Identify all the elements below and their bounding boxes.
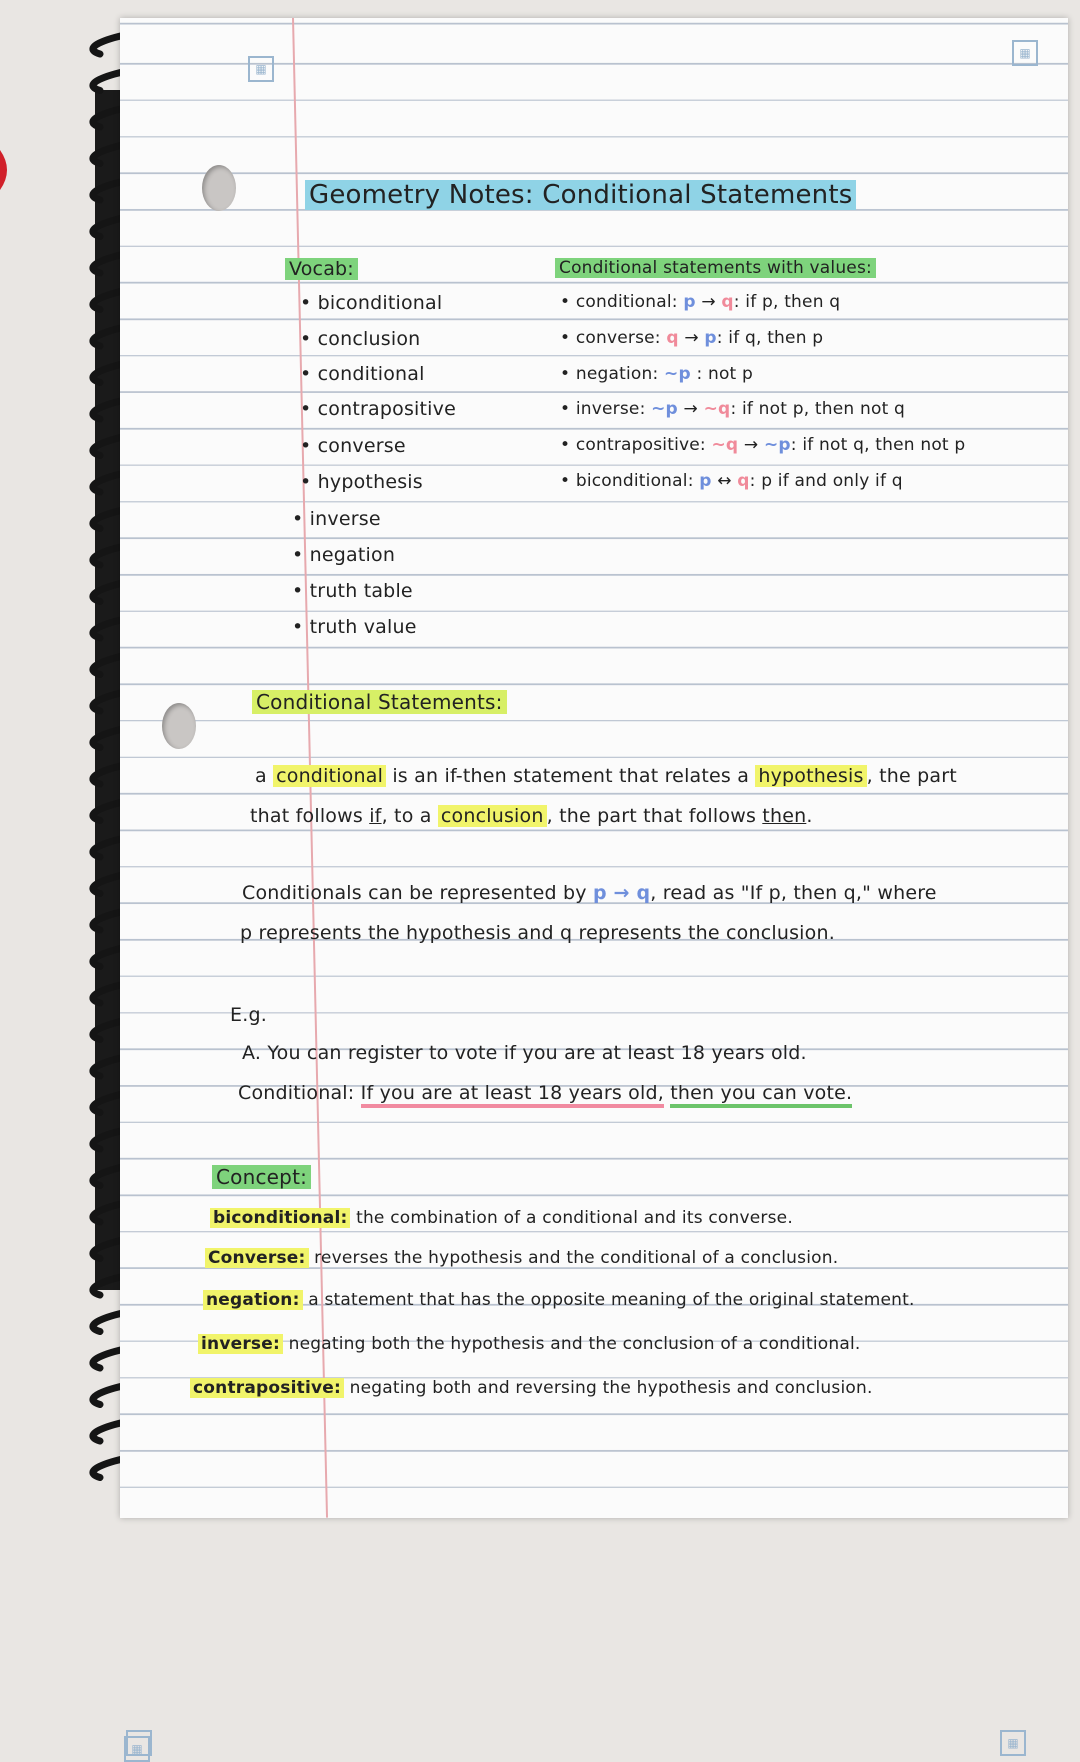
conditional-statements-heading: Conditional Statements: bbox=[252, 690, 507, 714]
values-item: • biconditional: p ↔ q: p if and only if q bbox=[560, 471, 903, 491]
vocab-heading: Vocab: bbox=[285, 258, 358, 280]
notebook-logo-icon: ▦ bbox=[248, 56, 274, 82]
notebook-logo-icon: ▦ bbox=[1012, 40, 1038, 66]
vocab-item: • conclusion bbox=[300, 328, 421, 350]
values-item: • contrapositive: ~q → ~p: if not q, then not p bbox=[560, 435, 966, 455]
vocab-item: • hypothesis bbox=[300, 471, 423, 493]
values-item: • conditional: p → q: if p, then q bbox=[560, 292, 841, 312]
vocab-item: • conditional bbox=[300, 363, 425, 385]
vocab-item: • truth table bbox=[292, 580, 413, 602]
definition-line-2: that follows if, to a conclusion , the part that follows then. bbox=[250, 805, 813, 827]
concept-item: contrapositive: negating both and reversing the hypothesis and conclusion. bbox=[190, 1378, 873, 1398]
concept-item: Converse: reverses the hypothesis and the conditional of a conclusion. bbox=[205, 1248, 838, 1268]
values-item: • inverse: ~p → ~q: if not p, then not q bbox=[560, 399, 906, 419]
vocab-item: • truth value bbox=[292, 616, 417, 638]
values-item: • converse: q → p: if q, then p bbox=[560, 328, 824, 348]
representation-line-2: p represents the hypothesis and q represents the conclusion. bbox=[240, 922, 835, 944]
example-conditional: Conditional: If you are at least 18 years old, then you can vote. bbox=[238, 1082, 852, 1104]
concept-item: negation: a statement that has the opposite meaning of the original statement. bbox=[203, 1290, 915, 1310]
definition-line-1: a conditional is an if-then statement that relates a hypothesis , the part bbox=[255, 765, 957, 787]
values-item: • negation: ~p : not p bbox=[560, 364, 754, 384]
concept-item: biconditional: the combination of a conditional and its converse. bbox=[210, 1208, 793, 1228]
punch-hole bbox=[162, 703, 196, 749]
vocab-item: • converse bbox=[300, 435, 406, 457]
vocab-item: • contrapositive bbox=[300, 398, 456, 420]
concept-heading: Concept: bbox=[212, 1165, 311, 1189]
vocab-item: • negation bbox=[292, 544, 396, 566]
notebook-logo-icon: ▦ bbox=[1000, 1730, 1026, 1756]
punch-hole bbox=[202, 165, 236, 211]
vocab-item: • biconditional bbox=[300, 292, 443, 314]
representation-line-1: Conditionals can be represented by p → q, read as "If p, then q," where bbox=[242, 882, 937, 904]
page-title: Geometry Notes: Conditional Statements bbox=[305, 180, 856, 210]
notebook-logo-icon bbox=[126, 1730, 152, 1756]
example-label: E.g. bbox=[230, 1004, 267, 1026]
values-heading: Conditional statements with values: bbox=[555, 258, 876, 278]
concept-item: inverse: negating both the hypothesis and the conclusion of a conditional. bbox=[198, 1334, 860, 1354]
vocab-item: • inverse bbox=[292, 508, 381, 530]
notebook-logo-icon: ▦ bbox=[124, 1736, 150, 1762]
example-statement: A. You can register to vote if you are at least 18 years old. bbox=[242, 1042, 807, 1064]
